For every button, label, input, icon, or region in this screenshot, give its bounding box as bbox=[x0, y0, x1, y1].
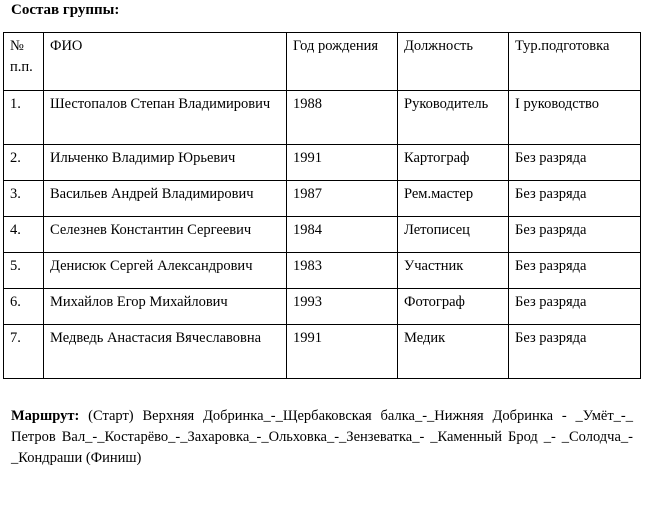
header-number: № п.п. bbox=[4, 33, 44, 91]
cell-position: Участник bbox=[398, 253, 509, 289]
cell-number: 4. bbox=[4, 217, 44, 253]
cell-position: Медик bbox=[398, 325, 509, 379]
cell-number: 2. bbox=[4, 145, 44, 181]
cell-birth-year: 1988 bbox=[287, 91, 398, 145]
cell-full-name: Медведь Анастасия Вячеславовна bbox=[44, 325, 287, 379]
header-training: Тур.подготовка bbox=[509, 33, 641, 91]
section-title: Состав группы: bbox=[11, 2, 120, 18]
cell-training: I руководство bbox=[509, 91, 641, 145]
cell-full-name: Селезнев Константин Сергеевич bbox=[44, 217, 287, 253]
cell-full-name: Васильев Андрей Владимирович bbox=[44, 181, 287, 217]
cell-number: 1. bbox=[4, 91, 44, 145]
table-row bbox=[4, 253, 641, 289]
cell-position: Картограф bbox=[398, 145, 509, 181]
cell-position: Рем.мастер bbox=[398, 181, 509, 217]
group-members-table bbox=[3, 32, 641, 379]
cell-full-name: Денисюк Сергей Александрович bbox=[44, 253, 287, 289]
cell-birth-year: 1993 bbox=[287, 289, 398, 325]
route-paragraph bbox=[11, 406, 633, 469]
table-row bbox=[4, 91, 641, 145]
cell-full-name: Ильченко Владимир Юрьевич bbox=[44, 145, 287, 181]
cell-birth-year: 1991 bbox=[287, 145, 398, 181]
cell-birth-year: 1987 bbox=[287, 181, 398, 217]
cell-birth-year: 1984 bbox=[287, 217, 398, 253]
cell-full-name: Михайлов Егор Михайлович bbox=[44, 289, 287, 325]
cell-number: 6. bbox=[4, 289, 44, 325]
cell-birth-year: 1991 bbox=[287, 325, 398, 379]
table-row bbox=[4, 217, 641, 253]
header-full-name: ФИО bbox=[44, 33, 287, 91]
cell-training: Без разряда bbox=[509, 145, 641, 181]
cell-full-name: Шестопалов Степан Владимирович bbox=[44, 91, 287, 145]
cell-number: 3. bbox=[4, 181, 44, 217]
route-text: (Старт) Верхняя Добринка_-_Щербаковская балка_-_Нижняя Добринка - _Умёт_-_ Петров Вал_-_Костарёво_-_Захаровка_-_Ольховка_-_Зензеватка_- _Каменный Брод _- _Солодча_- _Кондраши (Финиш) bbox=[11, 408, 634, 466]
table-row bbox=[4, 181, 641, 217]
route-label: Маршрут: bbox=[11, 408, 80, 424]
cell-number: 5. bbox=[4, 253, 44, 289]
cell-training: Без разряда bbox=[509, 181, 641, 217]
cell-training: Без разряда bbox=[509, 217, 641, 253]
table-header-row bbox=[4, 33, 641, 91]
header-birth-year: Год рождения bbox=[287, 33, 398, 91]
cell-training: Без разряда bbox=[509, 253, 641, 289]
table-row bbox=[4, 289, 641, 325]
cell-number: 7. bbox=[4, 325, 44, 379]
cell-training: Без разряда bbox=[509, 325, 641, 379]
cell-position: Фотограф bbox=[398, 289, 509, 325]
cell-position: Летописец bbox=[398, 217, 509, 253]
header-position: Должность bbox=[398, 33, 509, 91]
cell-training: Без разряда bbox=[509, 289, 641, 325]
cell-position: Руководитель bbox=[398, 91, 509, 145]
cell-birth-year: 1983 bbox=[287, 253, 398, 289]
table-row bbox=[4, 145, 641, 181]
table-row bbox=[4, 325, 641, 379]
